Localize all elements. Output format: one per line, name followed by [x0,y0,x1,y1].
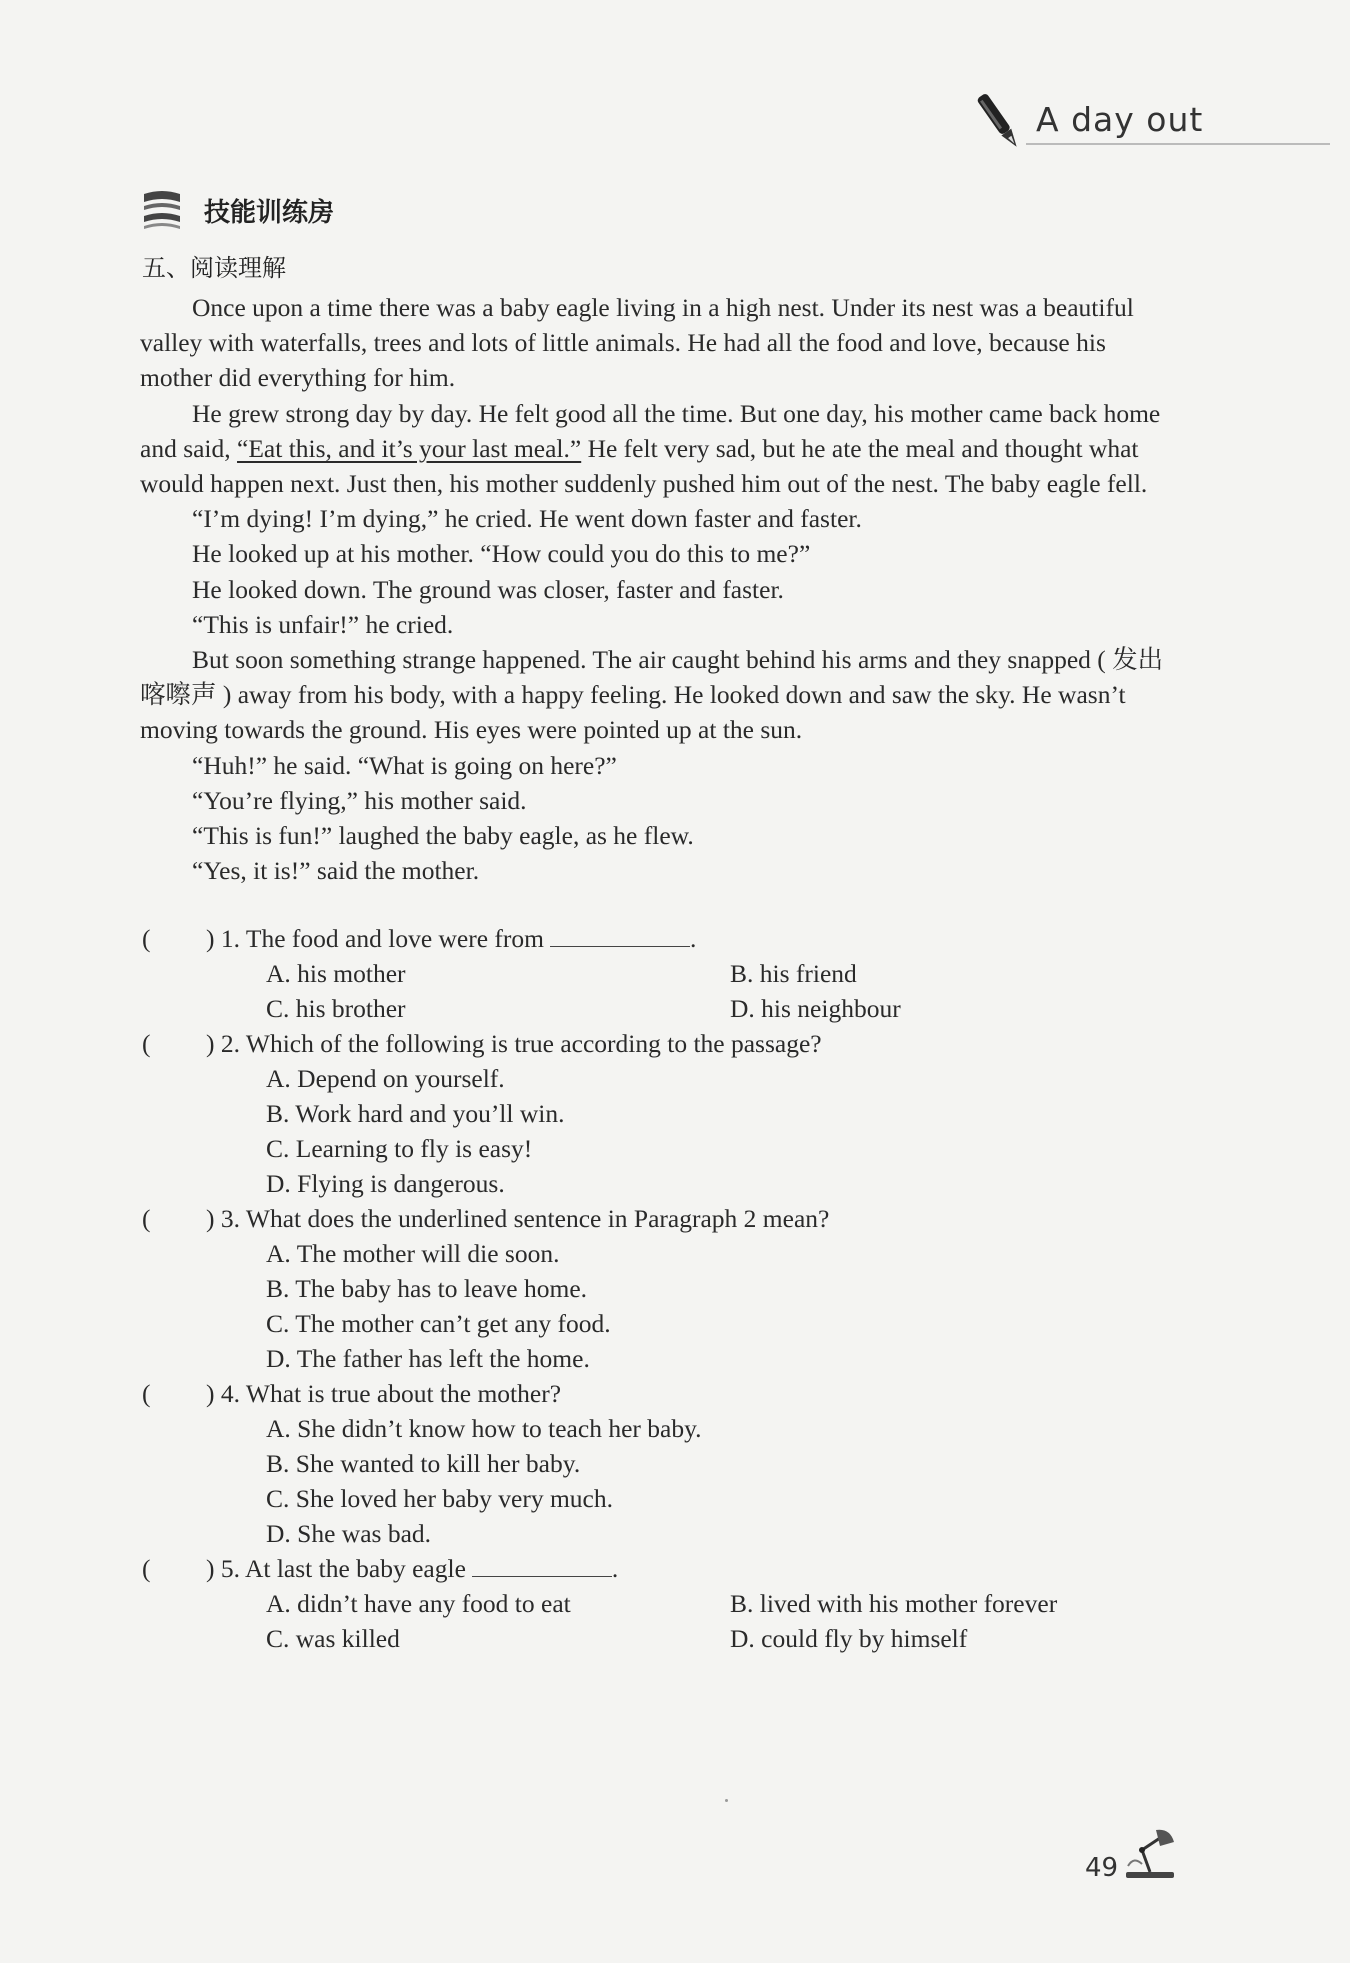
paragraph: Once upon a time there was a baby eagle living in a high nest. Under its nest was a beautiful valley with waterfalls, trees and lots of little animals. He had all the food and love, because his mother did everything for him. [140,293,1134,393]
option-c: C. was killed [266,1624,400,1653]
option-b: B. his friend [730,959,857,988]
question-stem: ) 2. Which of the following is true according to the passage? [206,1029,822,1058]
question-5 [140,1551,1180,1656]
option-a: A. The mother will die soon. [266,1239,560,1268]
section-title: 技能训练房 [204,198,335,228]
option-d: D. The father has left the home. [266,1344,590,1373]
option-d: D. his neighbour [730,994,901,1023]
paragraph-text: He grew strong day by day. He felt good all the time. But one day, his mother came back home and said, [140,398,1161,463]
option-b: B. The baby has to leave home. [266,1274,588,1303]
question-list [140,921,1180,1656]
option-a: A. didn’t have any food to eat [266,1589,571,1618]
page-header [970,88,1330,158]
answer-paren[interactable]: ( [142,1029,151,1058]
option-c: C. She loved her baby very much. [266,1484,614,1513]
question-1 [140,921,1180,1026]
header-title: A day out [1036,100,1204,139]
paragraph: “I’m dying! I’m dying,” he cried. He went down faster and faster. [192,504,862,534]
option-d: D. could fly by himself [730,1624,968,1653]
option-b: B. Work hard and you’ll win. [266,1099,565,1128]
question-stem: ) 1. The food and love were from . [206,924,697,953]
pen-icon [970,88,1030,158]
question-2 [140,1026,1180,1201]
paragraph: “Huh!” he said. “What is going on here?” [192,750,617,780]
answer-paren[interactable]: ( [142,1379,151,1408]
paragraph: He looked down. The ground was closer, faster and faster. [192,574,784,604]
option-c: C. his brother [266,994,406,1023]
page-number: 49 [1085,1853,1119,1883]
option-b: B. lived with his mother forever [730,1589,1058,1618]
underlined-sentence: “Eat this, and it’s your last meal.” [237,433,582,463]
answer-paren[interactable]: ( [142,1204,151,1233]
paragraph: But soon something strange happened. The air caught behind his arms and they snapped ( 发出喀嚓声 ) away from his body, with a happy feeling. He looked down and saw the sky. He wasn’t moving towards the ground. His eyes were pointed up at the sun. [140,645,1164,745]
question-4 [140,1376,1180,1551]
question-3 [140,1201,1180,1376]
option-a: A. She didn’t know how to teach her baby. [266,1414,702,1443]
paragraph: “You’re flying,” his mother said. [192,785,527,815]
subsection-title: 五、阅读理解 [142,254,286,282]
desk-lamp-icon [1120,1826,1180,1882]
option-c: C. Learning to fly is easy! [266,1134,533,1163]
answer-blank[interactable] [550,922,690,947]
paragraph [140,396,1180,502]
paragraph: “This is fun!” laughed the baby eagle, as he flew. [192,821,694,851]
option-d: D. She was bad. [266,1519,432,1548]
paragraph: “This is unfair!” he cried. [192,609,454,639]
header-rule [1026,143,1330,145]
answer-paren[interactable]: ( [142,924,151,953]
question-stem: ) 4. What is true about the mother? [206,1379,562,1408]
option-b: B. She wanted to kill her baby. [266,1449,581,1478]
option-c: C. The mother can’t get any food. [266,1309,611,1338]
paragraph-text: He felt very sad, but he ate the meal and thought what would happen next. Just then, his mother suddenly pushed him out of the nest. The baby eagle fell. [140,433,1148,499]
answer-paren[interactable]: ( [142,1554,151,1583]
reading-passage [140,290,1180,888]
answer-blank[interactable] [472,1552,612,1577]
option-a: A. his mother [266,959,406,988]
paragraph: He looked up at his mother. “How could you do this to me?” [192,539,811,569]
paragraph: “Yes, it is!” said the mother. [192,856,480,886]
option-d: D. Flying is dangerous. [266,1169,505,1198]
question-stem: ) 3. What does the underlined sentence in Paragraph 2 mean? [206,1204,830,1233]
question-stem: ) 5. At last the baby eagle . [206,1554,619,1583]
scan-speck [725,1799,728,1802]
option-a: A. Depend on yourself. [266,1064,505,1093]
section-book-icon [140,188,184,232]
